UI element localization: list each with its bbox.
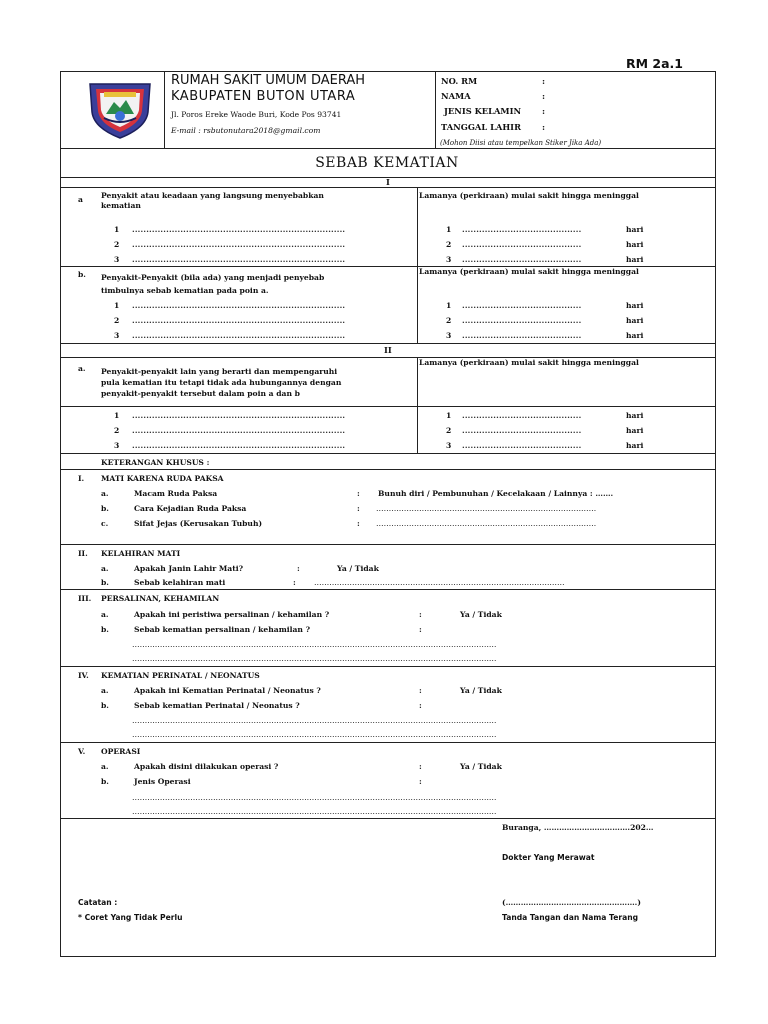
line-number: 2 bbox=[114, 316, 120, 325]
sec5-title: OPERASI bbox=[101, 747, 141, 756]
sec5-b-colon: : bbox=[419, 777, 422, 786]
line-number: 2 bbox=[446, 426, 452, 435]
line-number: 2 bbox=[446, 316, 452, 325]
day-unit: hari bbox=[626, 331, 644, 340]
disease-line: ........................................................................... bbox=[132, 426, 346, 435]
part-i-b-text-2: timbulnya sebab kematian pada poin a. bbox=[101, 286, 269, 295]
sec4-a-colon: : bbox=[419, 686, 422, 695]
sec2-item-colon: : bbox=[293, 578, 296, 587]
place-date: Buranga, …………………………….202… bbox=[502, 823, 654, 832]
part-i-label: I bbox=[386, 177, 390, 187]
line-number: 1 bbox=[446, 411, 452, 420]
line-number: 1 bbox=[114, 225, 120, 234]
line-number: 3 bbox=[114, 441, 120, 450]
doctor-label: Dokter Yang Merawat bbox=[502, 853, 595, 862]
sec5-b-letter: b. bbox=[101, 777, 109, 786]
day-unit: hari bbox=[626, 411, 644, 420]
sec1-item-colon: : bbox=[357, 504, 360, 513]
part-i-b-duration-header: Lamanya (perkiraan) mulai sakit hingga meninggal bbox=[419, 267, 639, 276]
sec3-a-value: Ya / Tidak bbox=[460, 610, 502, 619]
notes-label: Catatan : bbox=[78, 898, 118, 907]
sec1-item-value: Bunuh diri / Pembunuhan / Kecelakaan / Lainnya : ……. bbox=[378, 489, 614, 498]
part-ii-label: II bbox=[384, 345, 392, 355]
signature-line: (…………………………………………….) bbox=[502, 898, 641, 907]
sec4-title: KEMATIAN PERINATAL / NEONATUS bbox=[101, 671, 260, 680]
day-unit: hari bbox=[626, 316, 644, 325]
sec3-title: PERSALINAN, KEHAMILAN bbox=[101, 594, 220, 603]
sec3-b-label: Sebab kematian persalinan / kehamilan ? bbox=[134, 625, 311, 634]
part-i-a-text-2: kematian bbox=[101, 201, 141, 210]
sec3-blank-line: ……………………………………………………………………………………………………………………………… bbox=[132, 654, 497, 663]
duration-line: .......................................... bbox=[462, 301, 582, 310]
sec4-blank-line: ……………………………………………………………………………………………………………………………… bbox=[132, 730, 497, 739]
sec5-a-letter: a. bbox=[101, 762, 109, 771]
no-rm-label: NO. RM bbox=[441, 76, 478, 86]
sec4-number: IV. bbox=[78, 671, 89, 680]
duration-line: .......................................... bbox=[462, 316, 582, 325]
sec3-blank-line: ……………………………………………………………………………………………………………………………… bbox=[132, 640, 497, 649]
hospital-address: Jl. Poros Ereke Waode Buri, Kode Pos 93741 bbox=[171, 110, 342, 119]
sec1-item-letter: a. bbox=[101, 489, 109, 498]
sec5-blank-line: ……………………………………………………………………………………………………………………………… bbox=[132, 807, 497, 816]
part-i-a-duration-header: Lamanya (perkiraan) mulai sakit hingga meninggal bbox=[419, 191, 639, 200]
notes-text: * Coret Yang Tidak Perlu bbox=[78, 913, 183, 922]
line-number: 1 bbox=[446, 225, 452, 234]
disease-line: ........................................................................... bbox=[132, 255, 346, 264]
duration-line: .......................................... bbox=[462, 411, 582, 420]
part-ii-text-1: Penyakit-penyakit lain yang berarti dan mempengaruhi bbox=[101, 367, 338, 376]
sec5-a-value: Ya / Tidak bbox=[460, 762, 502, 771]
sec4-b-letter: b. bbox=[101, 701, 109, 710]
line-number: 2 bbox=[114, 426, 120, 435]
sec5-number: V. bbox=[78, 747, 86, 756]
disease-line: ........................................................................... bbox=[132, 411, 346, 420]
hospital-logo-icon bbox=[82, 78, 158, 142]
sec1-item-colon: : bbox=[357, 489, 360, 498]
sec4-blank-line: ……………………………………………………………………………………………………………………………… bbox=[132, 716, 497, 725]
sec1-item-label: Cara Kejadian Ruda Paksa bbox=[134, 504, 247, 513]
line-number: 2 bbox=[114, 240, 120, 249]
sec2-item-label: Sebab kelahiran mati bbox=[134, 578, 226, 587]
line-number: 3 bbox=[446, 441, 452, 450]
hospital-district: KABUPATEN BUTON UTARA bbox=[171, 89, 356, 104]
no-rm-colon: : bbox=[542, 76, 546, 86]
sec4-b-colon: : bbox=[419, 701, 422, 710]
line-number: 3 bbox=[446, 255, 452, 264]
sec4-b-label: Sebab kematian Perinatal / Neonatus ? bbox=[134, 701, 300, 710]
sec1-item-colon: : bbox=[357, 519, 360, 528]
sec2-item-value: Ya / Tidak bbox=[337, 564, 379, 573]
duration-line: .......................................... bbox=[462, 225, 582, 234]
sec1-title: MATI KARENA RUDA PAKSA bbox=[101, 474, 224, 483]
disease-line: ........................................................................... bbox=[132, 225, 346, 234]
sec2-title: KELAHIRAN MATI bbox=[101, 549, 181, 558]
sec1-item-label: Macam Ruda Paksa bbox=[134, 489, 218, 498]
jenis-kelamin-label: JENIS KELAMIN bbox=[444, 106, 522, 116]
tanggal-lahir-label: TANGGAL LAHIR bbox=[441, 122, 521, 132]
part-i-a-text-1: Penyakit atau keadaan yang langsung menyebabkan bbox=[101, 191, 324, 200]
jenis-kelamin-colon: : bbox=[542, 106, 546, 116]
sec3-b-colon: : bbox=[419, 625, 422, 634]
part-ii-duration-header: Lamanya (perkiraan) mulai sakit hingga meninggal bbox=[419, 358, 639, 367]
sec5-blank-line: ……………………………………………………………………………………………………………………………… bbox=[132, 793, 497, 802]
sec1-item-letter: b. bbox=[101, 504, 109, 513]
disease-line: ........................................................................... bbox=[132, 331, 346, 340]
disease-line: ........................................................................... bbox=[132, 441, 346, 450]
line-number: 1 bbox=[446, 301, 452, 310]
sec3-a-colon: : bbox=[419, 610, 422, 619]
day-unit: hari bbox=[626, 255, 644, 264]
duration-line: .......................................... bbox=[462, 240, 582, 249]
tanggal-lahir-colon: : bbox=[542, 122, 546, 132]
line-number: 1 bbox=[114, 301, 120, 310]
nama-label: NAMA bbox=[441, 91, 471, 101]
disease-line: ........................................................................... bbox=[132, 316, 346, 325]
form-code: RM 2a.1 bbox=[626, 56, 683, 71]
day-unit: hari bbox=[626, 225, 644, 234]
duration-line: .......................................... bbox=[462, 441, 582, 450]
sec5-a-colon: : bbox=[419, 762, 422, 771]
sec1-item-value: …………………………………………………………………………… bbox=[376, 519, 597, 528]
part-i-b-text-1: Penyakit-Penyakit (bila ada) yang menjadi penyebab bbox=[101, 273, 325, 282]
sticker-note: (Mohon Diisi atau tempelkan Stiker Jika Ada) bbox=[440, 139, 602, 147]
line-number: 3 bbox=[114, 331, 120, 340]
disease-line: ........................................................................... bbox=[132, 240, 346, 249]
sec2-item-value: ……………………………………………………………………………………… bbox=[314, 578, 565, 587]
line-number: 3 bbox=[446, 331, 452, 340]
sec3-b-letter: b. bbox=[101, 625, 109, 634]
sec4-a-letter: a. bbox=[101, 686, 109, 695]
sec1-item-letter: c. bbox=[101, 519, 109, 528]
disease-line: ........................................................................... bbox=[132, 301, 346, 310]
sec4-a-label: Apakah ini Kematian Perinatal / Neonatus ? bbox=[134, 686, 321, 695]
duration-line: .......................................... bbox=[462, 426, 582, 435]
line-number: 1 bbox=[114, 411, 120, 420]
line-number: 2 bbox=[446, 240, 452, 249]
sec5-a-label: Apakah disini dilakukan operasi ? bbox=[134, 762, 279, 771]
page-title: SEBAB KEMATIAN bbox=[315, 155, 459, 171]
day-unit: hari bbox=[626, 240, 644, 249]
day-unit: hari bbox=[626, 441, 644, 450]
sec2-item-colon: : bbox=[297, 564, 300, 573]
sec3-a-label: Apakah ini peristiwa persalinan / kehamilan ? bbox=[134, 610, 330, 619]
sec1-number: I. bbox=[78, 474, 85, 483]
sec3-a-letter: a. bbox=[101, 610, 109, 619]
part-i-b-letter: b. bbox=[78, 270, 86, 279]
sec1-item-label: Sifat Jejas (Kerusakan Tubuh) bbox=[134, 519, 263, 528]
hospital-name: RUMAH SAKIT UMUM DAERAH bbox=[171, 73, 366, 88]
duration-line: .......................................... bbox=[462, 255, 582, 264]
line-number: 3 bbox=[114, 255, 120, 264]
sec2-item-letter: a. bbox=[101, 564, 109, 573]
part-ii-text-2: pula kematian itu tetapi tidak ada hubungannya dengan bbox=[101, 378, 342, 387]
sec2-item-label: Apakah Janin Lahir Mati? bbox=[134, 564, 244, 573]
signature-label: Tanda Tangan dan Nama Terang bbox=[502, 913, 639, 922]
part-ii-a-letter: a. bbox=[78, 364, 86, 373]
day-unit: hari bbox=[626, 301, 644, 310]
sec1-item-value: …………………………………………………………………………… bbox=[376, 504, 597, 513]
sec5-b-label: Jenis Operasi bbox=[134, 777, 191, 786]
sec4-a-value: Ya / Tidak bbox=[460, 686, 502, 695]
part-ii-text-3: penyakit-penyakit tersebut dalam poin a dan b bbox=[101, 389, 300, 398]
nama-colon: : bbox=[542, 91, 546, 101]
day-unit: hari bbox=[626, 426, 644, 435]
part-i-a-letter: a bbox=[78, 195, 83, 204]
sec3-number: III. bbox=[78, 594, 92, 603]
duration-line: .......................................... bbox=[462, 331, 582, 340]
sec2-item-letter: b. bbox=[101, 578, 109, 587]
hospital-email: E-mail : rsbutonutara2018@gmail.com bbox=[171, 126, 321, 135]
sec2-number: II. bbox=[78, 549, 88, 558]
special-notes-heading: KETERANGAN KHUSUS : bbox=[101, 458, 210, 467]
